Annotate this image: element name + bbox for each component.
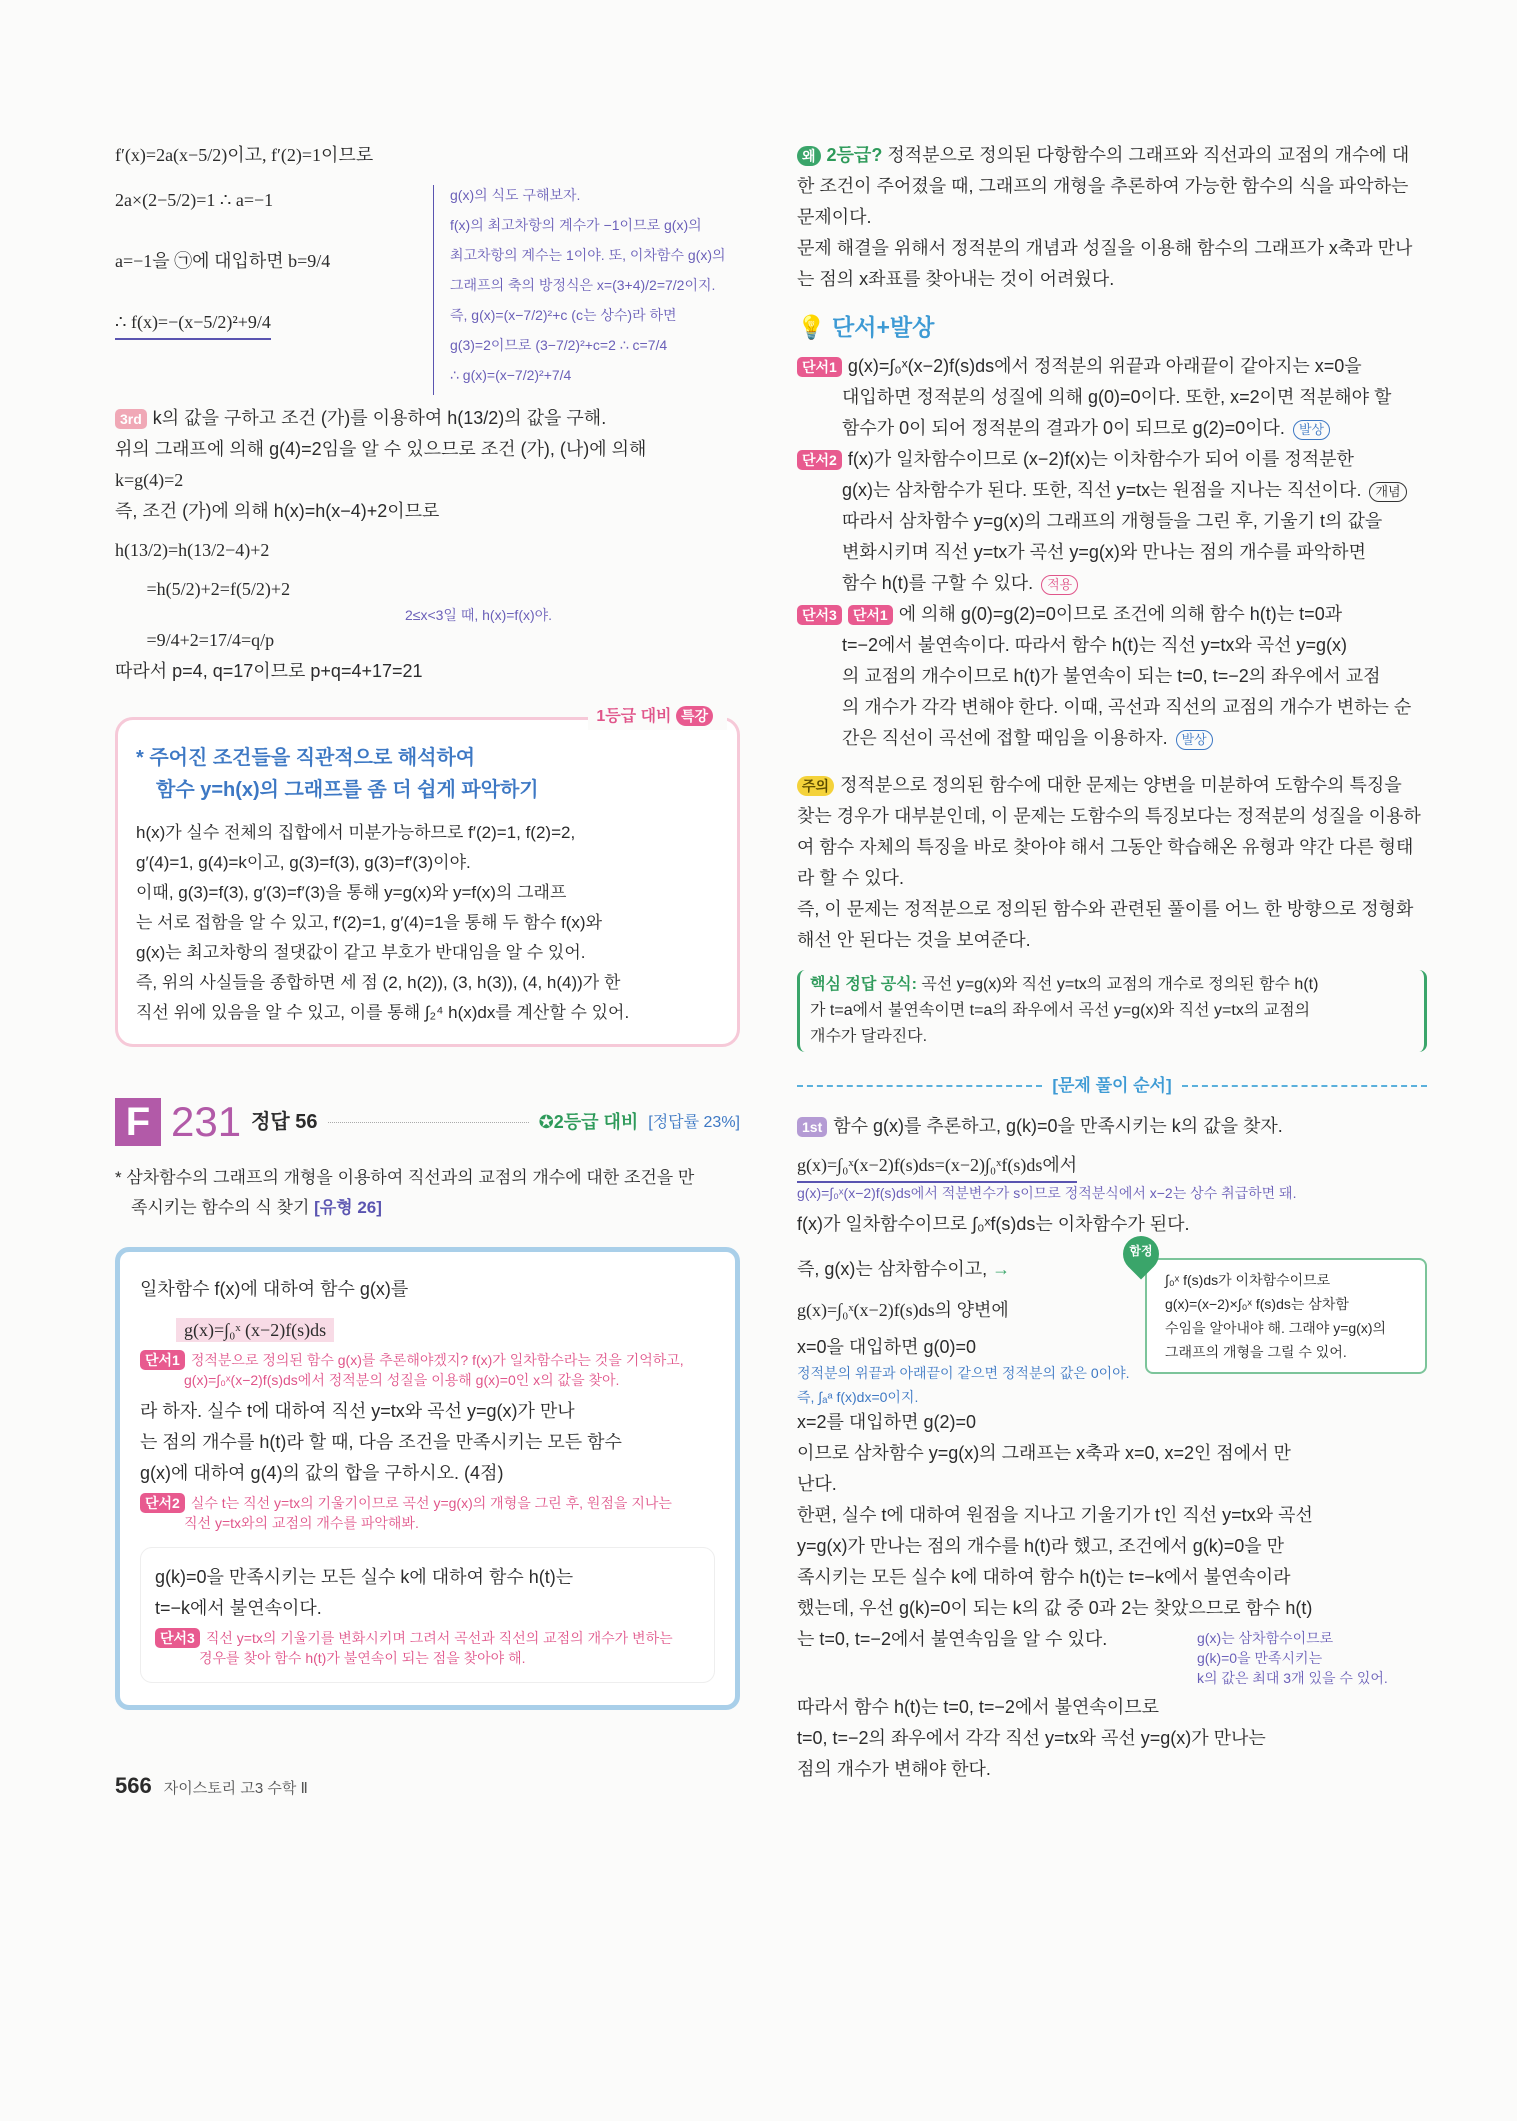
text-line: 정적분으로 정의된 함수에 대한 문제는 양변을 미분하여 도함수의 특징을	[840, 775, 1402, 795]
special-lecture-box	[115, 708, 740, 1047]
side-note: 즉, ∫ₐᵃ f(x)dx=0이지.	[797, 1389, 919, 1405]
text-line: 따라서 삼차함수 y=g(x)의 그래프의 개형들을 그린 후, 기울기 t의 값을	[842, 511, 1383, 531]
arrow-icon: →	[992, 1259, 1011, 1279]
solution-order-title: [문제 풀이 순서]	[1052, 1076, 1172, 1095]
clue-badge: 단서1	[797, 357, 842, 377]
text-line: 간은 직선이 곡선에 접할 때임을 이용하자.	[842, 728, 1168, 748]
text-line: 변화시키며 직선 y=tx가 곡선 y=g(x)와 만나는 점의 개수를 파악하면	[842, 542, 1366, 562]
apply-tag: 적용	[1041, 575, 1078, 595]
equation-line: a=−1을 ㉠에 대입하면 b=9/4	[115, 251, 331, 271]
problem-box	[115, 1247, 740, 1710]
text-line: t=0, t=−2의 좌우에서 각각 직선 y=tx와 곡선 y=g(x)가 만나는	[797, 1728, 1266, 1748]
note-line: f(x)의 최고차항의 계수가 −1이므로 g(x)의	[450, 217, 702, 233]
note-line: 즉, g(x)=(x−7/2)²+c (c는 상수)라 하면	[450, 307, 677, 323]
special-badge: 특강	[676, 706, 713, 726]
equation-line: =9/4+2=17/4=q/p	[115, 630, 275, 650]
text-line: 의 교점의 개수이므로 h(t)가 불연속이 되는 t=0, t=−2의 좌우에서 교점	[842, 666, 1381, 686]
text-line: 족시키는 모든 실수 k에 대하여 함수 h(t)는 t=−k에서 불연속이라	[797, 1567, 1291, 1587]
text-line: 했는데, 우선 g(k)=0이 되는 k의 값 중 0과 2는 찾았으므로 함수 h(t)	[797, 1598, 1313, 1618]
clue-text: 경우를 찾아 함수 h(t)가 불연속이 되는 점을 찾아야 해.	[199, 1650, 526, 1666]
problem-line: 는 점의 개수를 h(t)라 할 때, 다음 조건을 만족시키는 모든 함수	[140, 1432, 622, 1452]
text-line: g(x)=(x−2)×∫₀ˣ f(s)ds는 삼차함	[1165, 1296, 1349, 1312]
why-badge: 왜	[797, 146, 821, 166]
text-line: 이므로 삼차함수 y=g(x)의 그래프는 x축과 x=0, x=2인 점에서 만	[797, 1443, 1291, 1463]
special-title: * 주어진 조건들을 직관적으로 해석하여	[136, 747, 476, 769]
condition-line: g(k)=0을 만족시키는 모든 실수 k에 대하여 함수 h(t)는	[155, 1567, 574, 1587]
text-line: 가 t=a에서 불연속이면 t=a의 좌우에서 곡선 y=g(x)와 직선 y=tx의 교점의	[810, 1002, 1311, 1019]
problem-summary	[115, 1163, 740, 1223]
text-line: 에 의해 g(0)=g(2)=0이므로 조건에 의해 함수 h(t)는 t=0과	[898, 604, 1343, 624]
text-line: f(x)가 일차함수이므로 (x−2)f(x)는 이차함수가 되어 이를 정적분한	[847, 449, 1354, 469]
text-line: g′(4)=1, g(4)=k이고, g(3)=f(3), g(3)=f′(3)이야.	[136, 853, 471, 872]
correct-rate: [정답률 23%]	[648, 1113, 740, 1131]
note-line: g(x)는 삼차함수이므로	[1197, 1630, 1334, 1646]
text-line: h(x)가 실수 전체의 집합에서 미분가능하므로 f′(2)=1, f(2)=2,	[136, 823, 576, 842]
left-column	[115, 140, 740, 1804]
step-badge: 1st	[797, 1117, 827, 1137]
solution-order-header	[797, 1070, 1427, 1101]
text-line: 즉, g(x)는 삼차함수이고,	[797, 1259, 988, 1279]
step-title: 함수 g(x)를 추론하고, g(k)=0을 만족시키는 k의 값을 찾자.	[833, 1116, 1283, 1136]
text-line: 정적분으로 정의된 다항함수의 그래프와 직선과의 교점의 개수에 대	[887, 145, 1410, 165]
grade-text: 2등급 대비	[553, 1111, 639, 1132]
text-line: 직선 위에 있음을 알 수 있고, 이를 통해 ∫₂⁴ h(x)dx를 계산할 수 있어.	[136, 1003, 630, 1022]
summary-line: * 삼차함수의 그래프의 개형을 이용하여 직선과의 교점의 개수에 대한 조건을 만	[115, 1168, 695, 1187]
trap-callout	[1129, 1244, 1427, 1374]
text-line: 는 점의 x좌표를 찾아내는 것이 어려웠다.	[797, 269, 1115, 289]
equation-result: ∴ f(x)=−(x−5/2)²+9/4	[115, 307, 271, 340]
text-line: 이때, g(3)=f(3), g′(3)=f′(3)을 통해 y=g(x)와 y=f(x)의 그래프	[136, 883, 567, 902]
text-line: 난다.	[797, 1474, 837, 1494]
text-line: 따라서 함수 h(t)는 t=0, t=−2에서 불연속이므로	[797, 1697, 1159, 1717]
section-heading: 단서+발상	[832, 314, 935, 340]
trap-label: 함정	[1129, 1244, 1153, 1258]
problem-line: 일차함수 f(x)에 대하여 함수 g(x)를	[140, 1279, 409, 1299]
text-line: g(x)는 최고차항의 절댓값이 같고 부호가 반대임을 알 수 있어.	[136, 943, 586, 962]
idea-tag: 발상	[1293, 420, 1330, 440]
text-line: 함수 h(t)를 구할 수 있다.	[842, 573, 1034, 593]
note-line: k의 값은 최대 3개 있을 수 있어.	[1197, 1670, 1388, 1686]
clue-text: 직선 y=tx의 기울기를 변화시키며 그려서 곡선과 직선의 교점의 개수가 변하는	[205, 1630, 673, 1646]
side-note	[433, 185, 750, 395]
text-line: 그래프의 개형을 그릴 수 있어.	[1165, 1344, 1347, 1360]
text-line: 대입하면 정적분의 성질에 의해 g(0)=0이다. 또한, x=2이면 적분해야 할	[842, 387, 1392, 407]
problem-number: 231	[171, 1098, 242, 1145]
step-badge: 3rd	[115, 409, 147, 429]
note-line: g(k)=0을 만족시키는	[1197, 1650, 1323, 1666]
text-line: g(x)=∫₀ˣ(x−2)f(s)ds에서 정적분의 위끝과 아래끝이 같아지는 x=0을	[847, 356, 1362, 376]
problem-line: 라 하자. 실수 t에 대하여 직선 y=tx와 곡선 y=g(x)가 만나	[140, 1401, 575, 1421]
text-line: 위의 그래프에 의해 g(4)=2임을 알 수 있으므로 조건 (가), (나)에 의해	[115, 439, 647, 459]
condition-line: t=−k에서 불연속이다.	[155, 1598, 322, 1618]
text-line: 한편, 실수 t에 대하여 원점을 지나고 기울기가 t인 직선 y=tx와 곡선	[797, 1505, 1313, 1525]
key-formula-box	[797, 970, 1427, 1052]
condition-box	[140, 1547, 715, 1683]
side-note	[1197, 1628, 1427, 1688]
note-line: g(3)=2이므로 (3−7/2)²+c=2 ∴ c=7/4	[450, 337, 668, 353]
text-line: 점의 개수가 변해야 한다.	[797, 1759, 991, 1779]
text-line: 곡선 y=g(x)와 직선 y=tx의 교점의 개수로 정의된 함수 h(t)	[921, 976, 1319, 993]
clue-badge: 단서3	[797, 605, 842, 625]
text-line: 수임을 알아내야 해. 그래야 y=g(x)의	[1165, 1320, 1387, 1336]
section-letter: F	[115, 1098, 161, 1146]
caution-section	[797, 770, 1427, 956]
clue-text: 실수 t는 직선 y=tx의 기울기이므로 곡선 y=g(x)의 개형을 그린 후, 원점을 지나는	[190, 1495, 672, 1511]
clue-badge: 단서2	[797, 450, 842, 470]
type-tag[interactable]: [유형 26]	[314, 1198, 382, 1217]
trap-box	[1145, 1258, 1427, 1374]
text-line: 즉, 위의 사실들을 종합하면 세 점 (2, h(2)), (3, h(3)), (4, h(4))가 한	[136, 973, 621, 992]
equation-line: =h(5/2)+2=f(5/2)+2	[115, 579, 291, 599]
equation-line: h(13/2)=h(13/2−4)+2	[115, 540, 270, 560]
equation-with-notes	[115, 185, 740, 395]
clue-badge: 단서3	[155, 1628, 200, 1648]
note-line: ∴ g(x)=(x−7/2)²+7/4	[450, 367, 572, 383]
caution-badge: 주의	[797, 776, 834, 796]
clue-text: 직선 y=tx와의 교점의 개수를 파악해봐.	[184, 1515, 419, 1531]
idea-tag: 발상	[1176, 730, 1213, 750]
dotted-leader	[328, 1122, 529, 1123]
text-line: x=2를 대입하면 g(2)=0	[797, 1412, 976, 1432]
note-line: 그래프의 축의 방정식은 x=(3+4)/2=7/2이지.	[450, 277, 716, 293]
problem-line: g(x)에 대하여 g(4)의 값의 합을 구하시오. (4점)	[140, 1463, 504, 1483]
text-line: 는 서로 접함을 알 수 있고, f′(2)=1, g′(4)=1을 통해 두 함수 f(x)와	[136, 913, 602, 932]
text-line: x=0을 대입하면 g(0)=0	[797, 1337, 976, 1357]
note-line: g(x)의 식도 구해보자.	[450, 187, 581, 203]
clue-text: 정적분으로 정의된 함수 g(x)를 추론해야겠지? f(x)가 일차함수라는 것을 기억하고,	[190, 1352, 684, 1368]
clue-badge: 단서1	[140, 1350, 185, 1370]
grade-label	[539, 1107, 639, 1138]
text-line: 의 개수가 각각 변해야 한다. 이때, 곡선과 직선의 교점의 개수가 변하는 순	[842, 697, 1412, 717]
star-icon: ✪	[538, 1111, 554, 1132]
text-line: y=g(x)가 만나는 점의 개수를 h(t)라 했고, 조건에서 g(k)=0을 만	[797, 1536, 1285, 1556]
text-line: 한 조건이 주어졌을 때, 그래프의 개형을 추론하여 가능한 함수의 식을 파악하는	[797, 176, 1409, 196]
text-line: 여 함수 자체의 특징을 바로 찾아야 해서 그동안 학습해온 유형과 약간 다른 형태	[797, 837, 1414, 857]
side-note: 2≤x<3일 때, h(x)=f(x)야.	[405, 607, 553, 623]
text-line: 즉, 이 문제는 정적분으로 정의된 함수와 관련된 풀이를 어느 한 방향으로 정형화	[797, 899, 1414, 919]
equation-line: 2a×(2−5/2)=1 ∴ a=−1	[115, 190, 274, 210]
text-line: 문제 해결을 위해서 정적분의 개념과 성질을 이용해 함수의 그래프가 x축과 만나	[797, 238, 1413, 258]
text-line: k=g(4)=2	[115, 470, 184, 490]
equation-line: g(x)=∫₀ˣ(x−2)f(s)ds의 양변에	[797, 1300, 1009, 1320]
text-line: 즉, 조건 (가)에 의해 h(x)=h(x−4)+2이므로	[115, 501, 440, 521]
answer-label: 정답 56	[251, 1110, 318, 1133]
text-line: 는 t=0, t=−2에서 불연속임을 알 수 있다.	[797, 1629, 1108, 1649]
conclusion-line: 따라서 p=4, q=17이므로 p+q=4+17=21	[115, 661, 423, 681]
text-line: f(x)가 일차함수이므로 ∫₀ˣf(s)ds는 이차함수가 된다.	[797, 1214, 1190, 1234]
text-line: ∫₀ˣ f(s)ds가 이차함수이므로	[1165, 1272, 1331, 1288]
problem-header	[115, 1097, 740, 1147]
step-title: k의 값을 구하고 조건 (가)를 이용하여 h(13/2)의 값을 구해.	[152, 408, 607, 428]
text-line: t=−2에서 불연속이다. 따라서 함수 h(t)는 직선 y=tx와 곡선 y=g(x)	[842, 635, 1348, 655]
side-note: g(x)=∫₀ˣ(x−2)f(s)ds에서 적분변수가 s이므로 정적분식에서 x−2는 상수 취급하면 돼.	[797, 1185, 1297, 1201]
book-title: 자이스토리 고3 수학 Ⅱ	[163, 1780, 308, 1797]
special-tag: 1등급 대비	[596, 708, 672, 725]
page-number: 566	[115, 1773, 152, 1798]
dashed-divider	[1182, 1085, 1427, 1087]
concept-tag: 개념	[1369, 482, 1406, 502]
text-line: 함수가 0이 되어 정적분의 결과가 0이 되므로 g(2)=0이다.	[842, 418, 1285, 438]
text-line: 찾는 경우가 대부분인데, 이 문제는 도함수의 특징보다는 정적분의 성질을 이용하	[797, 806, 1421, 826]
note-line: 최고차항의 계수는 1이야. 또, 이차함수 g(x)의	[450, 247, 726, 263]
clue-badge: 단서2	[140, 1493, 185, 1513]
text-line: 개수가 달라진다.	[810, 1028, 928, 1045]
clues-section	[797, 351, 1427, 754]
text-line: 라 할 수 있다.	[797, 868, 904, 888]
lightbulb-head-icon: 💡	[797, 314, 826, 340]
why-title: 2등급?	[826, 145, 883, 165]
page-footer	[115, 1770, 740, 1804]
summary-line: 족시키는 함수의 식 찾기	[131, 1198, 310, 1217]
clue-ref-badge: 단서1	[848, 605, 893, 625]
text-line: g(x)는 삼차함수가 된다. 또한, 직선 y=tx는 원점을 지나는 직선이다.	[842, 480, 1362, 500]
equation-line: f′(x)=2a(x−5/2)이고, f′(2)=1이므로	[115, 145, 374, 165]
special-title: 함수 y=h(x)의 그래프를 좀 더 쉽게 파악하기	[156, 779, 539, 801]
text-line: 해선 안 된다는 것을 보여준다.	[797, 930, 1031, 950]
dashed-divider	[797, 1085, 1042, 1087]
clue-text: g(x)=∫₀ˣ(x−2)f(s)ds에서 정적분의 성질을 이용해 g(x)=0인 x의 값을 찾아.	[184, 1372, 620, 1388]
right-column	[797, 140, 1427, 1785]
problem-formula: g(x)=∫₀ˣ (x−2)f(s)ds	[176, 1318, 334, 1342]
side-note: 정적분의 위끝과 아래끝이 같으면 정적분의 값은 0이야.	[797, 1365, 1130, 1381]
text-line: 문제이다.	[797, 207, 872, 227]
equation-line: g(x)=∫₀ˣ(x−2)f(s)ds=(x−2)∫₀ˣf(s)ds에서	[797, 1150, 1077, 1183]
key-label: 핵심 정답 공식:	[810, 976, 917, 993]
